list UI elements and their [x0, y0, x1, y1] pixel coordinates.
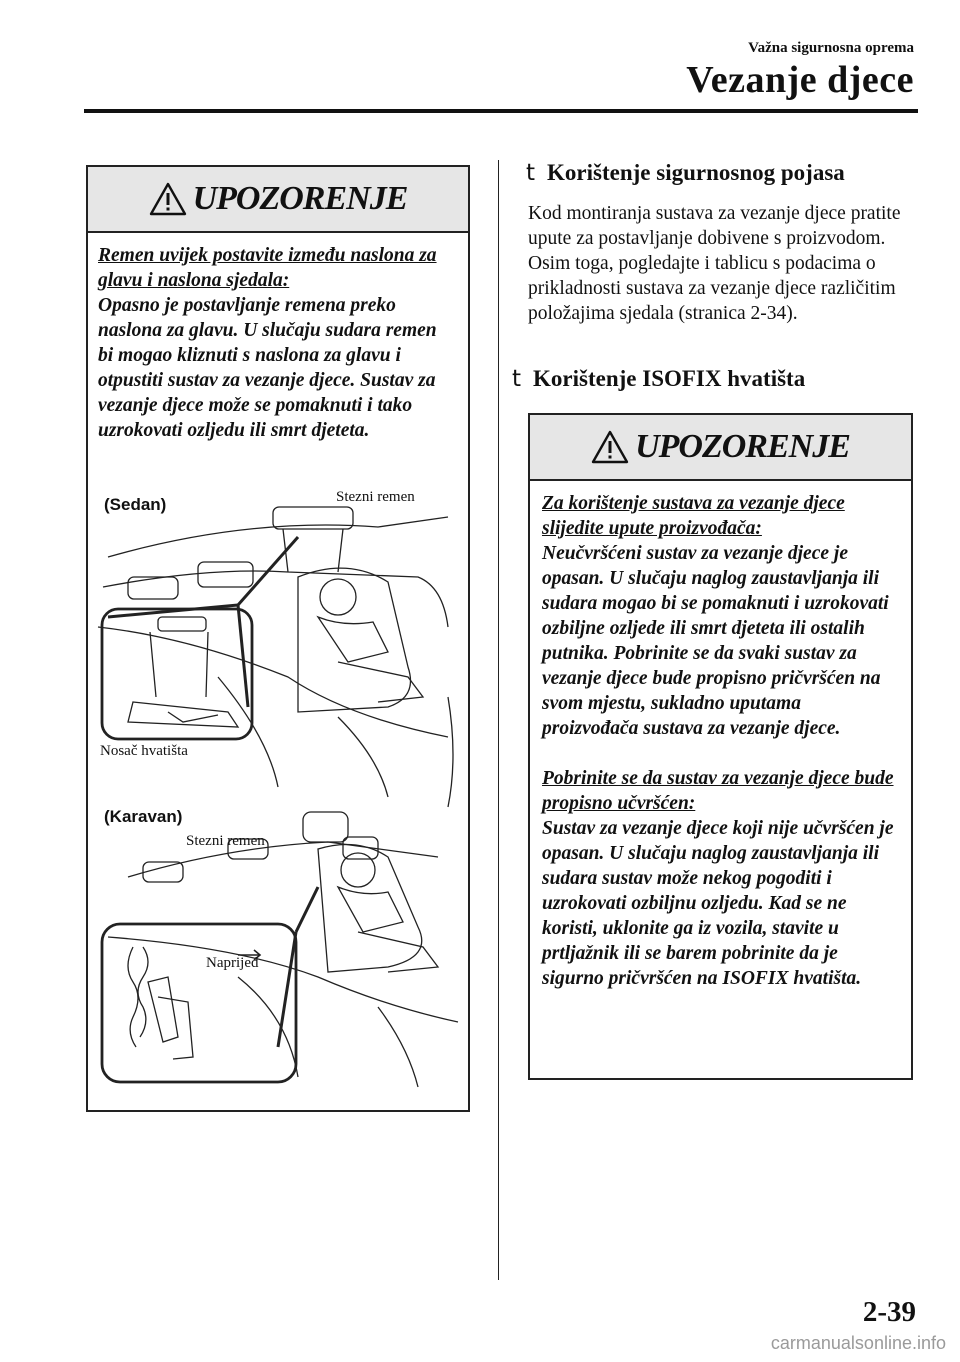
warning-emphasis: Za korištenje sustava za vezanje djece slijedite upute proizvođača:: [542, 493, 845, 539]
warning-text: Sustav za vezanje djece koji nije učvršćen je opasan. U slučaju naglog zaustavljanja ili sudara sustav može nekog pogoditi i uzrokovati ozbiljnu ozljedu. Kad se ne koristi, uklonite ga iz vozila, stavite u prtljažnik ili se barem pobrinite da je sigurno pričvršćen na ISOFIX hvatišta.: [542, 818, 894, 989]
warning-body: [88, 233, 468, 443]
watermark: carmanualsonline.info: [770, 1333, 946, 1353]
section-text-seatbelt: Kod montiranja sustava za vezanje djece pratite upute za postavljanje dobivene s proizvodom. Osim toga, pogledajte i tablicu s podacima o prikladnosti sustava za vezanje djece različitim položajima sjedala (stranica 2-34).: [528, 203, 901, 324]
section-bullet: t: [512, 366, 522, 392]
wagon-label: (Karavan): [104, 807, 183, 826]
header-rule: [84, 109, 918, 113]
section-title: Korištenje ISOFIX hvatišta: [533, 366, 806, 391]
warning-box-right: [528, 413, 913, 1080]
warning-header: [530, 415, 911, 481]
warning-emphasis: Remen uvijek postavite između naslona za glavu i naslona sjedala:: [98, 245, 437, 291]
section-title: Korištenje sigurnosnog pojasa: [547, 160, 845, 185]
sedan-label: (Sedan): [104, 495, 167, 514]
warning-body: [530, 481, 911, 991]
warning-text: Neučvršćeni sustav za vezanje djece je opasan. U slučaju naglog zaustavljanja ili sudara mogao bi se pomaknuti i uzrokovati ozbiljne ozljede ili smrt djeteta ili ostalih putnika. Pobrinite se da svaki sustav za vezanje djece bude propisno pričvršćen na svom mjestu, sukladno uputama proizvođača sustava za vezanje djece.: [542, 543, 889, 739]
warning-emphasis: Pobrinite se da sustav za vezanje djece bude propisno učvršćen:: [542, 768, 894, 814]
section-header: Važna sigurnosna oprema: [748, 40, 914, 56]
seat-illustration: [88, 477, 468, 1107]
child-seat-drawing: [88, 477, 468, 1107]
page-number: 2-39: [862, 1296, 916, 1328]
paragraph-gap: [542, 741, 897, 766]
forward-label: Naprijed: [206, 955, 259, 971]
section-heading-isofix: [512, 366, 805, 392]
section-heading-seatbelt: [526, 160, 845, 186]
warning-header: [88, 167, 468, 233]
warning-title: UPOZORENJE: [635, 428, 850, 465]
sedan-tether-label: Stezni remen: [336, 489, 415, 505]
warning-triangle-icon: [149, 182, 187, 216]
page-title: Vezanje djece: [686, 59, 914, 101]
warning-triangle-icon: [591, 430, 629, 464]
column-divider: [498, 160, 499, 1280]
wagon-tether-label: Stezni remen: [186, 833, 265, 849]
section-bullet: t: [526, 160, 536, 186]
anchor-bracket-label: Nosač hvatišta: [100, 743, 188, 759]
warning-text: Opasno je postavljanje remena preko naslona za glavu. U slučaju sudara remen bi mogao kliznuti s naslona za glavu i otpustiti sustav za vezanje djece. Sustav za vezanje djece može se pomaknuti i tako uzrokovati ozljedu ili smrt djeteta.: [98, 295, 437, 441]
warning-box-left: [86, 165, 470, 1112]
warning-title: UPOZORENJE: [192, 180, 408, 217]
